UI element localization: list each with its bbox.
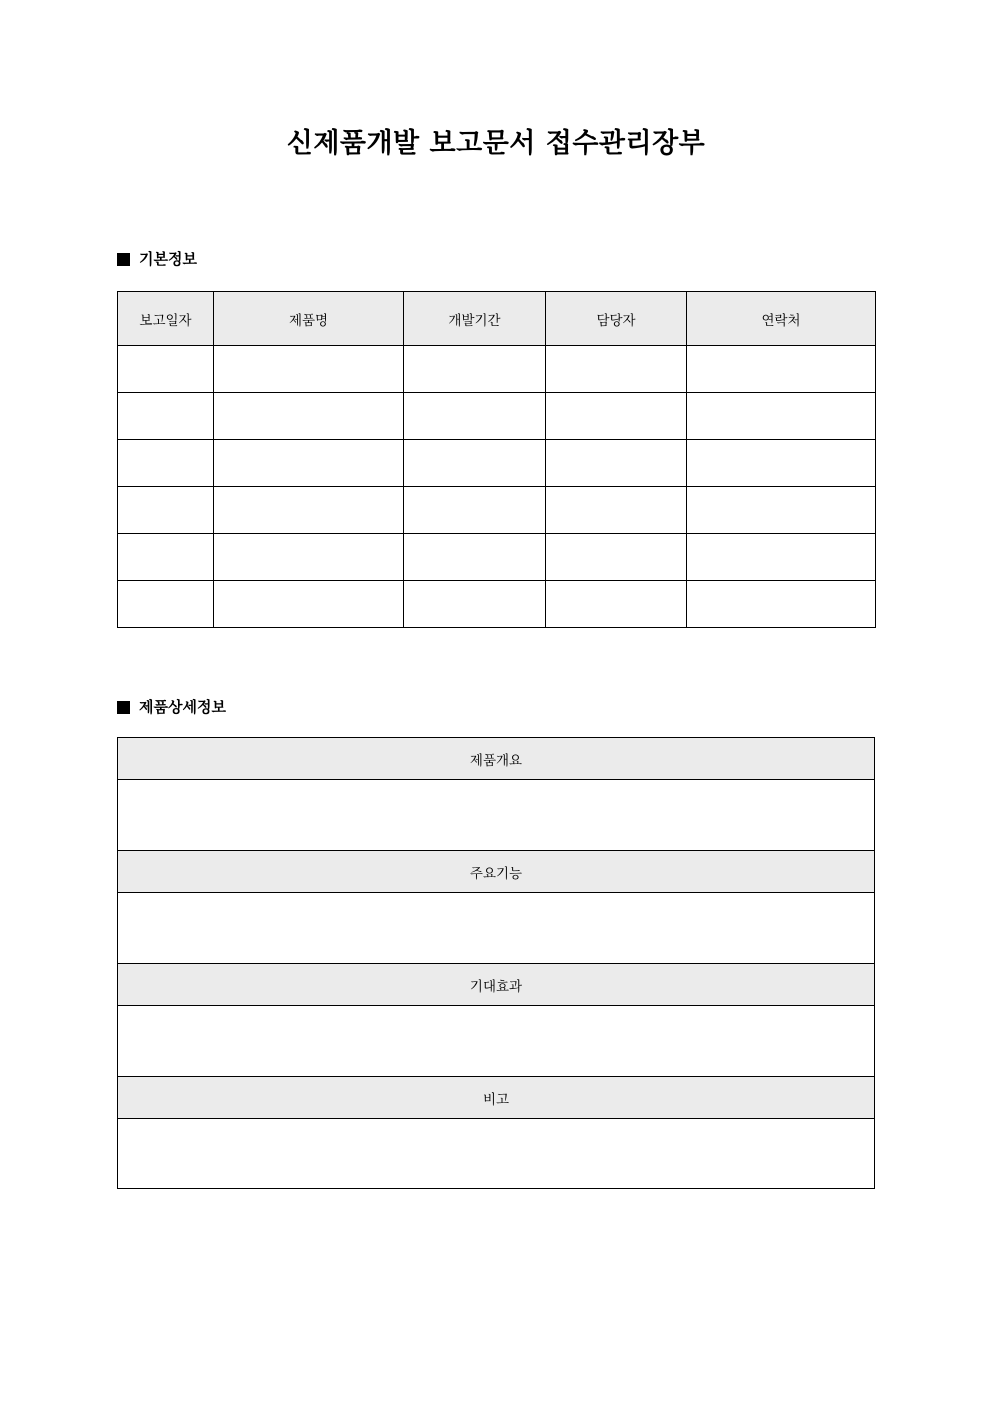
content-remarks[interactable] (118, 1119, 875, 1189)
square-bullet-icon (117, 701, 130, 714)
section-heading-detail (117, 700, 226, 715)
column-header-report-date: 보고일자 (118, 292, 214, 346)
cell-report-date[interactable] (118, 346, 214, 393)
cell-dev-period[interactable] (404, 581, 546, 628)
label-product-overview: 제품개요 (118, 738, 875, 780)
content-main-features[interactable] (118, 893, 875, 964)
detail-label-row (118, 851, 875, 893)
table-row (118, 346, 876, 393)
content-expected-effect[interactable] (118, 1006, 875, 1077)
detail-label-row (118, 964, 875, 1006)
label-main-features: 주요기능 (118, 851, 875, 893)
label-remarks: 비고 (118, 1077, 875, 1119)
table-row (118, 393, 876, 440)
cell-dev-period[interactable] (404, 487, 546, 534)
table-header-row (118, 292, 876, 346)
cell-manager[interactable] (546, 581, 687, 628)
section-heading-basic-label: 기본정보 (139, 250, 197, 268)
cell-product-name[interactable] (214, 487, 404, 534)
cell-contact[interactable] (687, 393, 876, 440)
cell-manager[interactable] (546, 534, 687, 581)
cell-contact[interactable] (687, 440, 876, 487)
table-row (118, 487, 876, 534)
cell-product-name[interactable] (214, 534, 404, 581)
cell-product-name[interactable] (214, 346, 404, 393)
cell-product-name[interactable] (214, 440, 404, 487)
cell-dev-period[interactable] (404, 534, 546, 581)
table-row (118, 440, 876, 487)
cell-report-date[interactable] (118, 581, 214, 628)
detail-content-row (118, 780, 875, 851)
detail-content-row (118, 1006, 875, 1077)
cell-dev-period[interactable] (404, 440, 546, 487)
table-row (118, 534, 876, 581)
basic-info-table (117, 291, 876, 628)
table-row (118, 581, 876, 628)
page-title: 신제품개발 보고문서 접수관리장부 (286, 128, 706, 159)
column-header-contact: 연락처 (687, 292, 876, 346)
cell-contact[interactable] (687, 534, 876, 581)
product-detail-table (117, 737, 875, 1189)
column-header-manager: 담당자 (546, 292, 687, 346)
cell-contact[interactable] (687, 487, 876, 534)
column-header-product-name: 제품명 (214, 292, 404, 346)
cell-manager[interactable] (546, 346, 687, 393)
detail-content-row (118, 893, 875, 964)
cell-report-date[interactable] (118, 440, 214, 487)
label-expected-effect: 기대효과 (118, 964, 875, 1006)
cell-manager[interactable] (546, 487, 687, 534)
cell-product-name[interactable] (214, 581, 404, 628)
square-bullet-icon (117, 253, 130, 266)
cell-product-name[interactable] (214, 393, 404, 440)
cell-report-date[interactable] (118, 393, 214, 440)
detail-label-row (118, 1077, 875, 1119)
detail-content-row (118, 1119, 875, 1189)
cell-manager[interactable] (546, 440, 687, 487)
cell-contact[interactable] (687, 581, 876, 628)
column-header-dev-period: 개발기간 (404, 292, 546, 346)
detail-label-row (118, 738, 875, 780)
section-heading-detail-label: 제품상세정보 (139, 698, 226, 716)
cell-manager[interactable] (546, 393, 687, 440)
cell-dev-period[interactable] (404, 346, 546, 393)
cell-report-date[interactable] (118, 487, 214, 534)
cell-report-date[interactable] (118, 534, 214, 581)
cell-contact[interactable] (687, 346, 876, 393)
section-heading-basic (117, 252, 197, 267)
content-product-overview[interactable] (118, 780, 875, 851)
cell-dev-period[interactable] (404, 393, 546, 440)
